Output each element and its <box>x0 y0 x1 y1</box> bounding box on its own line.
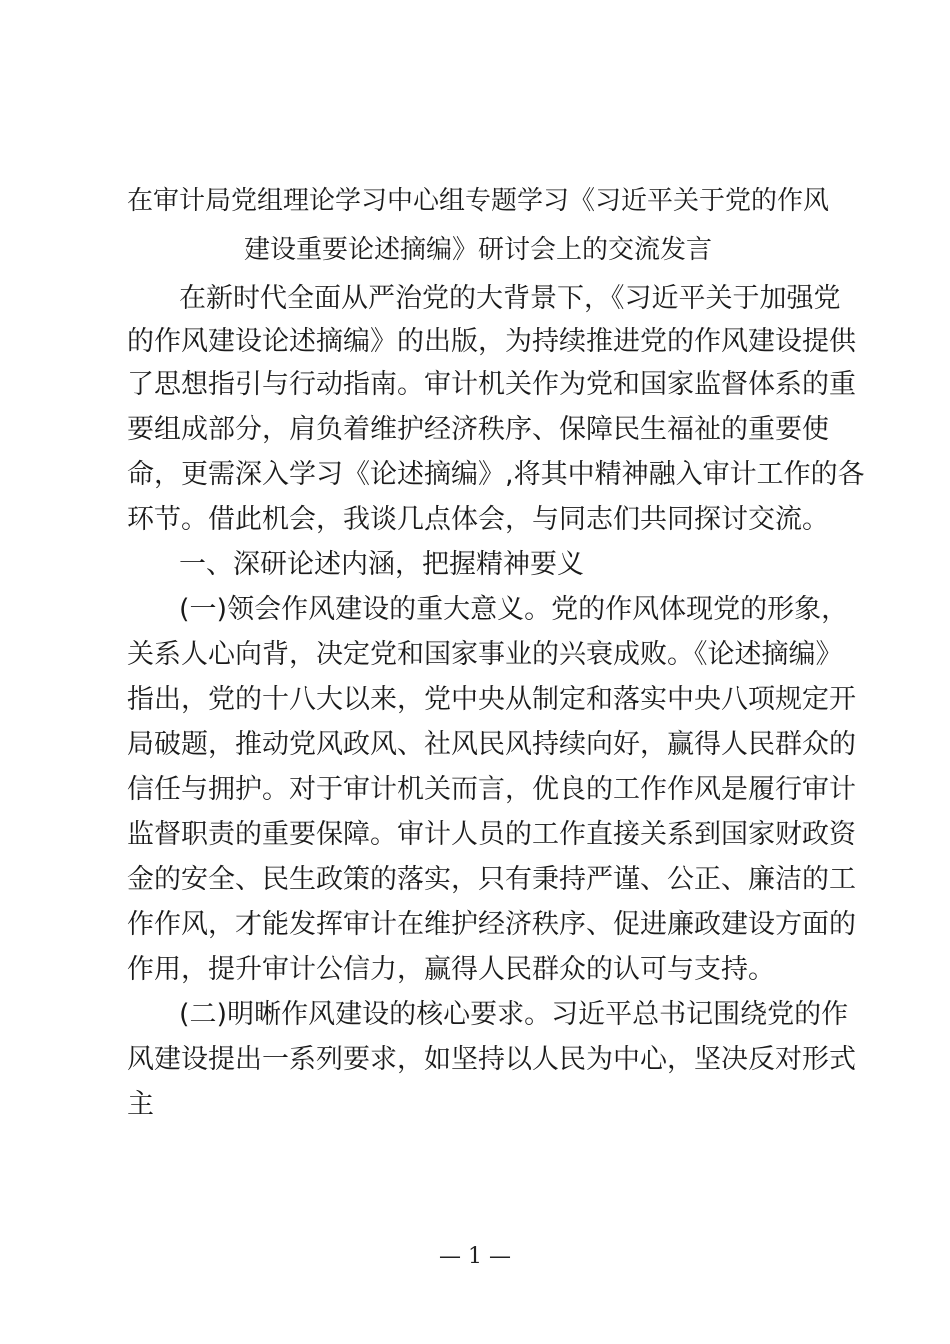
document-title-line-2: 建设重要论述摘编》研讨会上的交流发言 <box>243 235 712 265</box>
body-line-10: 指出，党的十八大以来，党中央从制定和落实中央八项规定开 <box>127 684 856 715</box>
body-line-13: 监督职责的重要保障。审计人员的工作直接关系到国家财政资 <box>127 819 856 850</box>
body-line-18: 风建设提出一系列要求，如坚持以人民为中心，坚决反对形式 <box>127 1044 856 1075</box>
body-line-2: 的作风建设论述摘编》的出版，为持续推进党的作风建设提供 <box>127 326 856 357</box>
page-number: — 1 — <box>439 1244 511 1269</box>
body-line-5: 命，更需深入学习《论述摘编》,将其中精神融入审计工作的各 <box>127 459 865 490</box>
body-line-16: 作用，提升审计公信力，赢得人民群众的认可与支持。 <box>127 954 775 985</box>
section-heading-1: 一、深研论述内涵，把握精神要义 <box>179 549 584 580</box>
body-line-11: 局破题，推动党风政风、社风民风持续向好，赢得人民群众的 <box>127 729 856 760</box>
body-line-4: 要组成部分，肩负着维护经济秩序、保障民生福祉的重要使 <box>127 414 829 445</box>
body-line-1: 在新时代全面从严治党的大背景下，《习近平关于加强党 <box>179 283 841 314</box>
document-title-line-1: 在审计局党组理论学习中心组专题学习《习近平关于党的作风 <box>126 186 829 216</box>
body-line-12: 信任与拥护。对于审计机关而言，优良的工作作风是履行审计 <box>127 774 856 805</box>
body-line-3: 了思想指引与行动指南。审计机关作为党和国家监督体系的重 <box>127 369 856 400</box>
body-line-14: 金的安全、民生政策的落实，只有秉持严谨、公正、廉洁的工 <box>127 864 856 895</box>
body-line-6: 环节。借此机会，我谈几点体会，与同志们共同探讨交流。 <box>127 504 829 535</box>
body-line-8: (一)领会作风建设的重大意义。党的作风体现党的形象， <box>179 594 849 625</box>
body-line-17: (二)明晰作风建设的核心要求。习近平总书记围绕党的作 <box>179 999 849 1030</box>
body-line-15: 作作风，才能发挥审计在维护经济秩序、促进廉政建设方面的 <box>127 909 856 940</box>
body-line-19: 主 <box>127 1089 154 1120</box>
body-line-9: 关系人心向背，决定党和国家事业的兴衰成败。《论述摘编》 <box>127 639 843 670</box>
